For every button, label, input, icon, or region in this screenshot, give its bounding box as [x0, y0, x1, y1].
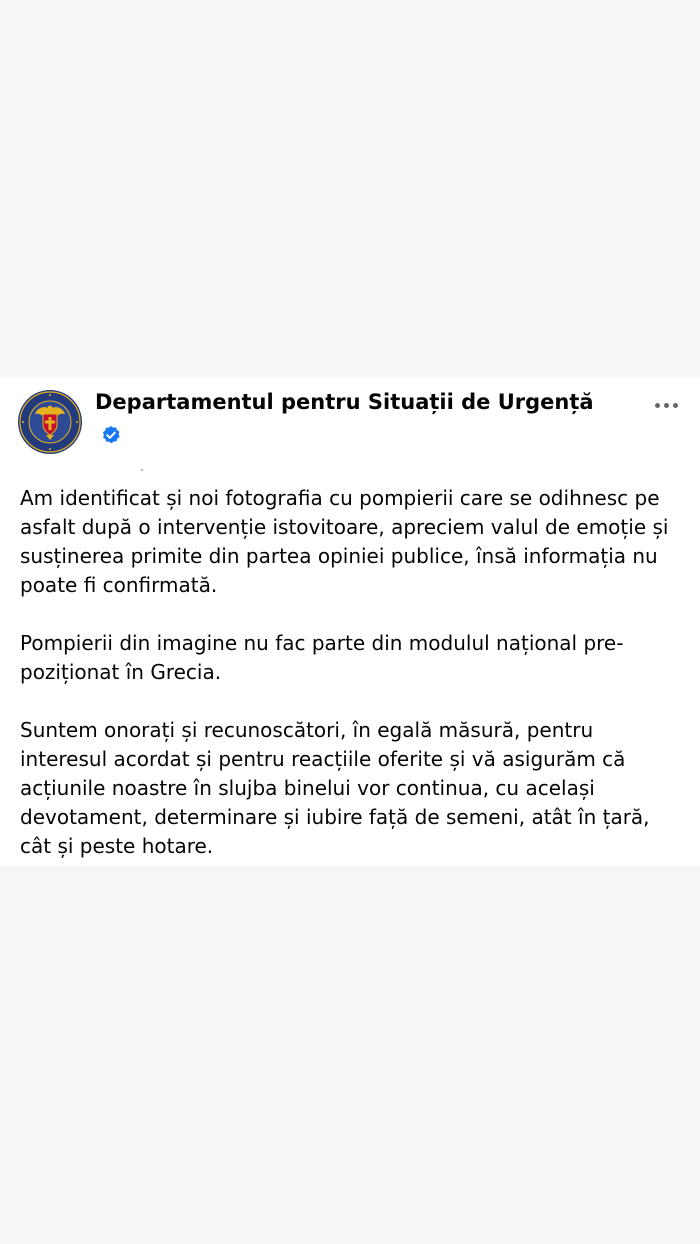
page-name-text[interactable]: Departamentul pentru Situații de Urgență — [95, 390, 594, 414]
post-text — [20, 484, 684, 861]
post-paragraph-1: Am identificat și noi fotografia cu pompierii care se odihnesc pe asfalt după o intervenție istovitoare, apreciem valul de emoție și susținerea primite din partea opiniei publice, însă informația nu poate fi confirmată. — [20, 486, 669, 597]
more-options-button[interactable] — [648, 393, 684, 417]
more-options-icon-dot-2 — [664, 403, 669, 408]
post-paragraph-3: Suntem onorați și recunoscători, în egală măsură, pentru interesul acordat și pentru reacțiile oferite și vă asigurăm că acțiunile noastre în slujba binelui vor continua, cu același devotament, determinare și iubire față de semeni, atât în țară, cât și peste hotare. — [20, 718, 650, 858]
dsu-emblem-logo — [17, 389, 83, 455]
bottom-blank-area — [0, 866, 700, 1244]
decorative-dot — [141, 469, 143, 471]
verified-badge-icon — [101, 422, 121, 442]
more-options-icon — [655, 403, 660, 408]
top-blank-area — [0, 0, 700, 378]
more-options-icon-dot-3 — [673, 403, 678, 408]
facebook-post — [0, 378, 700, 866]
post-paragraph-2: Pompierii din imagine nu fac parte din modulul național pre-poziționat în Grecia. — [20, 631, 624, 684]
page-avatar[interactable] — [17, 389, 83, 455]
page-name[interactable] — [95, 386, 615, 452]
